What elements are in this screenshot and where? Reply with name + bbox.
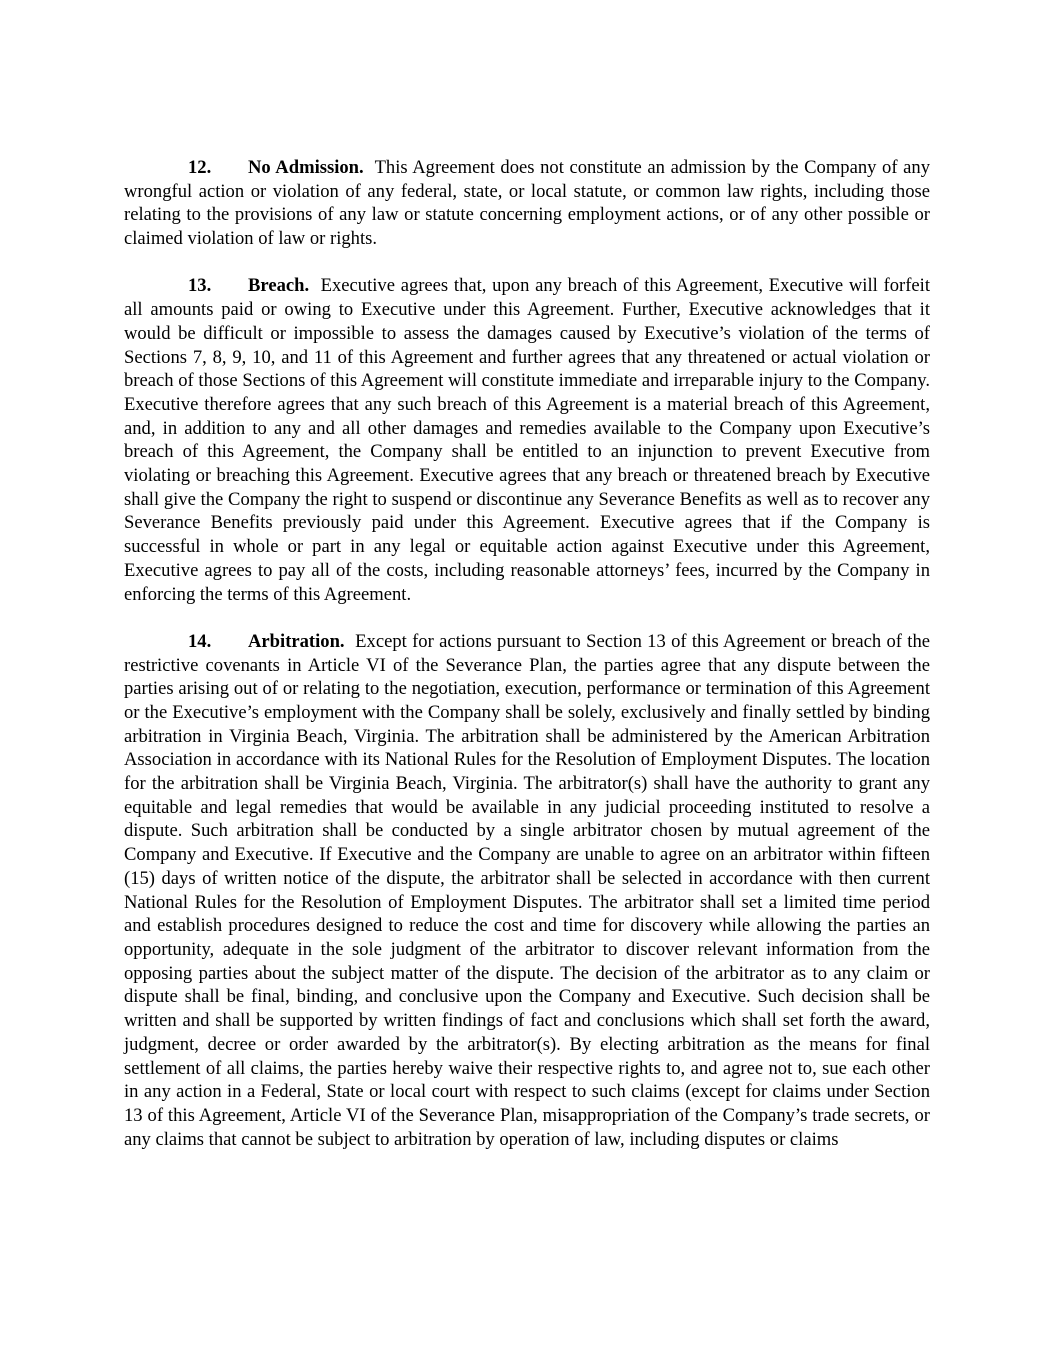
section-body: Except for actions pursuant to Section 13 of this Agreement or breach of the restrictive covenants in Article VI of the Severance Plan, the parties agree that any dispute between the parties arising out of or relating to the negotiation, execution, performance or termination of this Agreement or the Executive’s employment with the Company shall be solely, exclusively and finally settled by binding arbitration in Virginia Beach, Virginia. The arbitration shall be administered by the American Arbitration Association in accordance with its National Rules for the Resolution of Employment Disputes. The location for the arbitration shall be Virginia Beach, Virginia. The arbitrator(s) shall have the authority to grant any equitable and legal remedies that would be available in any judicial proceeding instituted to resolve a dispute. Such arbitration shall be conducted by a single arbitrator chosen by mutual agreement of the Company and Executive. If Executive and the Company are unable to agree on an arbitrator within fifteen (15) days of written notice of the dispute, the arbitrator shall be selected in accordance with then current National Rules for the Resolution of Employment Disputes. The arbitrator shall set a limited time period and establish procedures designed to reduce the cost and time for discovery while allowing the parties an opportunity, adequate in the sole judgment of the arbitrator to discover relevant information from the opposing parties about the subject matter of the dispute. The decision of the arbitrator as to any claim or dispute shall be final, binding, and conclusive upon the Company and Executive. Such decision shall be written and shall be supported by written findings of fact and conclusions which shall set forth the award, judgment, decree or order awarded by the arbitrator(s). By electing arbitration as the means for final settlement of all claims, the parties hereby waive their respective rights to, and agree not to, sue each other in any action in a Federal, State or local court with respect to such claims (except for claims under Section 13 of this Agreement, Article VI of the Severance Plan, misappropriation of the Company’s trade secrets, or any claims that cannot be subject to arbitration by operation of law, including disputes or claims <box>124 630 930 1150</box>
section-13-breach <box>124 274 930 606</box>
section-number: 12. <box>188 157 212 178</box>
section-heading: Arbitration. <box>248 630 345 652</box>
section-body: Executive agrees that, upon any breach of this Agreement, Executive will forfeit all amounts paid or owing to Executive under this Agreement. Further, Executive acknowledges that it would be difficult or impossible to assess the damages caused by Executive’s violation of the terms of Sections 7, 8, 9, 10, and 11 of this Agreement and further agrees that any threatened or actual violation or breach of those Sections of this Agreement will constitute immediate and irreparable injury to the Company. Executive therefore agrees that any such breach of this Agreement is a material breach of this Agreement, and, in addition to any and all other damages and remedies available to the Company upon Executive’s breach of this Agreement, the Company shall be entitled to an injunction to prevent Executive from violating or breaching this Agreement. Executive agrees that any breach or threatened breach by Executive shall give the Company the right to suspend or discontinue any Severance Benefits as well as to recover any Severance Benefits previously paid under this Agreement. Executive agrees that if the Company is successful in whole or part in any legal or equitable action against Executive under this Agreement, Executive agrees to pay all of the costs, including reasonable attorneys’ fees, incurred by the Company in enforcing the terms of this Agreement. <box>124 275 930 605</box>
section-12-no-admission <box>124 156 930 251</box>
section-heading: No Admission. <box>248 157 364 178</box>
document-page <box>124 156 930 1175</box>
section-heading: Breach. <box>248 275 310 297</box>
section-number: 14. <box>188 630 212 652</box>
section-14-arbitration <box>124 630 930 1151</box>
section-number: 13. <box>188 275 212 297</box>
section-body: This Agreement does not constitute an admission by the Company of any wrongful action or violation of any federal, state, or local statute, or common law rights, including those relating to the provisions of any law or statute concerning employment actions, or of any other possible or claimed violation of law or rights. <box>124 157 931 250</box>
